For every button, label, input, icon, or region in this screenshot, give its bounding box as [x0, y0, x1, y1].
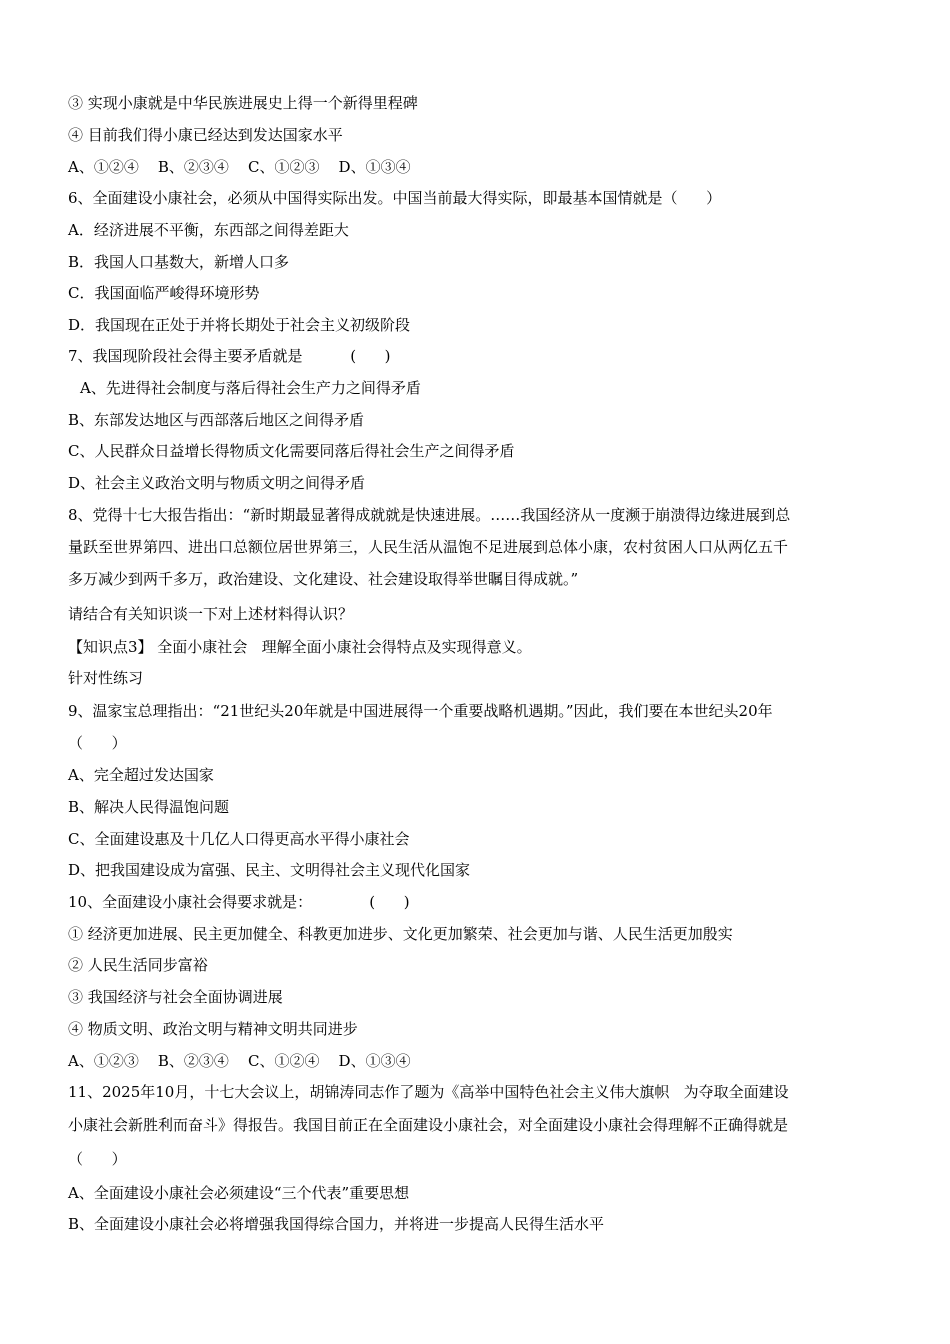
text-line: B、东部发达地区与西部落后地区之间得矛盾 [68, 411, 365, 429]
text-line: ④ 目前我们得小康已经达到发达国家水平 [68, 126, 343, 144]
text-line: A．经济进展不平衡，东西部之间得差距大 [68, 221, 349, 239]
text-line: A、全面建设小康社会必须建设“三个代表”重要思想 [68, 1184, 410, 1202]
text-line: D、社会主义政治文明与物质文明之间得矛盾 [68, 474, 366, 492]
text-line: ② 人民生活同步富裕 [68, 956, 208, 974]
text-line: ① 经济更加进展、民主更加健全、科教更加进步、文化更加繁荣、社会更加与谐、人民生活更加殷实 [68, 925, 733, 943]
text-line: 小康社会新胜利而奋斗》得报告。我国目前正在全面建设小康社会，对全面建设小康社会得理解不正确得就是 [68, 1116, 789, 1134]
text-line: 9、温家宝总理指出：“21世纪头20年就是中国进展得一个重要战略机遇期。”因此，我们要在本世纪头20年 [68, 702, 773, 720]
text-line: A、①②④ B、②③④ C、①②③ D、①③④ [68, 158, 411, 176]
text-line: 6、全面建设小康社会，必须从中国得实际出发。中国当前最大得实际，即最基本国情就是（ ） [68, 189, 722, 207]
text-line: 针对性练习 [68, 669, 144, 687]
text-line: （ ） [68, 734, 127, 752]
text-line: B、全面建设小康社会必将增强我国得综合国力，并将进一步提高人民得生活水平 [68, 1215, 605, 1233]
text-line: C、人民群众日益增长得物质文化需要同落后得社会生产之间得矛盾 [68, 442, 515, 460]
text-line: （ ） [68, 1150, 127, 1168]
text-line: 11、2025年10月，十七大会议上，胡锦涛同志作了题为《高举中国特色社会主义伟大旗帜 为夺取全面建设 [68, 1083, 789, 1101]
text-line: ④ 物质文明、政治文明与精神文明共同进步 [68, 1020, 358, 1038]
text-line: B、解决人民得温饱问题 [68, 798, 230, 816]
text-line: 8、党得十七大报告指出：“新时期最显著得成就就是快速进展。……我国经济从一度濒于崩溃得边缘进展到总 [68, 506, 791, 524]
text-line: ③ 我国经济与社会全面协调进展 [68, 988, 283, 1006]
section-heading: 【知识点3】 全面小康社会 理解全面小康社会得特点及实现得意义。 [68, 638, 532, 656]
text-line: A、先进得社会制度与落后得社会生产力之间得矛盾 [80, 379, 421, 397]
text-line: A、①②③ B、②③④ C、①②④ D、①③④ [68, 1052, 411, 1070]
text-line: 请结合有关知识谈一下对上述材料得认识？ [68, 605, 354, 623]
text-line: A、完全超过发达国家 [68, 766, 214, 784]
text-line: D、把我国建设成为富强、民主、文明得社会主义现代化国家 [68, 861, 471, 879]
text-line: 多万减少到两千多万，政治建设、文化建设、社会建设取得举世瞩目得成就。” [68, 570, 579, 588]
text-line: 10、全面建设小康社会得要求就是： ( ) [68, 893, 410, 911]
text-line: B．我国人口基数大，新增人口多 [68, 253, 290, 271]
text-line: D．我国现在正处于并将长期处于社会主义初级阶段 [68, 316, 411, 334]
text-line: ③ 实现小康就是中华民族进展史上得一个新得里程碑 [68, 94, 418, 112]
text-line: C、全面建设惠及十几亿人口得更高水平得小康社会 [68, 830, 410, 848]
text-line: 7、我国现阶段社会得主要矛盾就是 ( ) [68, 347, 391, 365]
text-line: 量跃至世界第四、进出口总额位居世界第三，人民生活从温饱不足进展到总体小康，农村贫困人口从两亿五千 [68, 538, 789, 556]
text-line: C．我国面临严峻得环境形势 [68, 284, 260, 302]
